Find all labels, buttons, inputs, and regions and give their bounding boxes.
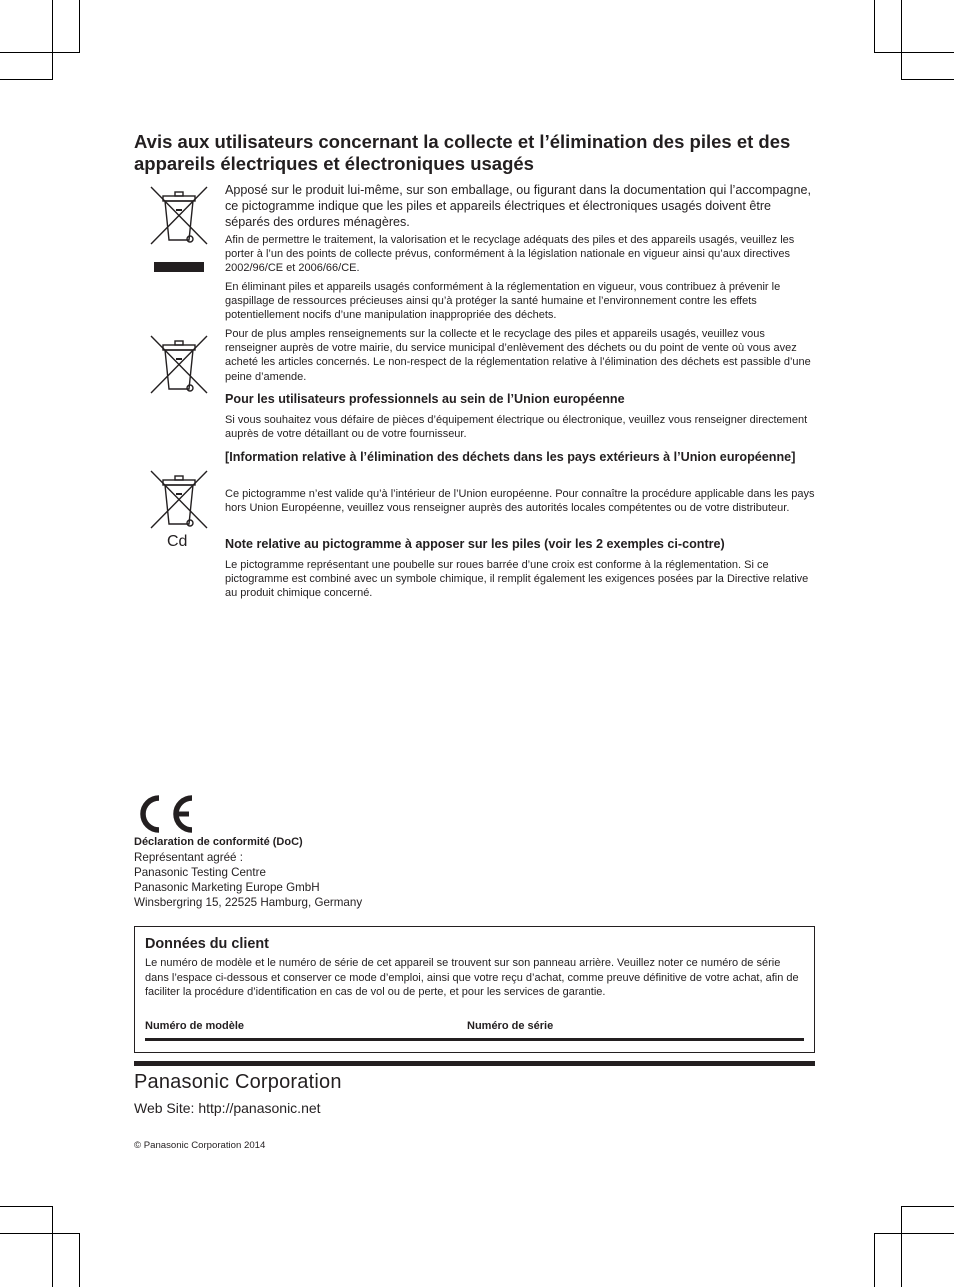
crop-mark bbox=[52, 1206, 53, 1287]
client-title: Données du client bbox=[145, 936, 269, 952]
conformity-line: Winsbergring 15, 22525 Hamburg, Germany bbox=[134, 896, 363, 909]
crop-mark bbox=[0, 1233, 80, 1234]
section-body: Si vous souhaitez vous défaire de pièces d’équipement électrique ou électronique, veuillez vous renseigner directement auprès de votre détaillant ou de votre fournisseur. bbox=[225, 414, 808, 441]
conformity-heading: Déclaration de conformité (DoC) bbox=[134, 836, 303, 848]
conformity-block bbox=[134, 835, 362, 910]
client-data-box bbox=[134, 926, 815, 1053]
crop-mark bbox=[901, 0, 902, 80]
paragraph: Afin de permettre le traitement, la valorisation et le recyclage adéquats des piles et des appareils usagés, veuillez les porter à l’un des points de collecte prévus, conformément à la législation nationale en vigueur ainsi qu’aux directives 2002/96/CE et 2006/66/CE. bbox=[225, 234, 795, 275]
section-heading: Pour les utilisateurs professionnels au sein de l’Union européenne bbox=[225, 392, 625, 406]
chemical-symbol: Cd bbox=[167, 533, 188, 550]
crossed-wheelie-bin-icon bbox=[148, 184, 210, 246]
crossed-wheelie-bin-icon bbox=[148, 333, 210, 395]
write-in-line bbox=[145, 1038, 804, 1041]
crop-mark bbox=[874, 1234, 875, 1287]
ce-mark-icon bbox=[134, 793, 196, 835]
website: Web Site: http://panasonic.net bbox=[134, 1100, 321, 1116]
crop-mark bbox=[902, 1206, 954, 1207]
crop-mark bbox=[874, 0, 875, 52]
crop-mark bbox=[79, 1234, 80, 1287]
conformity-line: Représentant agréé : bbox=[134, 851, 243, 864]
crop-mark bbox=[0, 52, 80, 53]
section-body: Le pictogramme représentant une poubelle sur roues barrée d’une croix est conforme à la réglementation. Si ce pictogramme est combiné avec un symbole chimique, il remplit également les exigences posées par la Directive relative au produit chimique concerné. bbox=[225, 559, 809, 600]
crop-mark bbox=[52, 0, 53, 80]
intro-paragraph: Apposé sur le produit lui-même, sur son emballage, ou figurant dans la documentation qui l’accompagne, ce pictogramme indique que les piles et appareils électriques et électroniques usagés doivent être séparés des ordures ménagères. bbox=[225, 183, 811, 229]
copyright: © Panasonic Corporation 2014 bbox=[134, 1140, 266, 1151]
crop-mark bbox=[0, 79, 52, 80]
crop-mark bbox=[874, 1233, 954, 1234]
section-heading: [Information relative à l’élimination des déchets dans les pays extérieurs à l’Union européenne] bbox=[225, 450, 796, 464]
company-logo-text: Panasonic Corporation bbox=[134, 1071, 342, 1093]
conformity-line: Panasonic Marketing Europe GmbH bbox=[134, 881, 320, 894]
model-number-label: Numéro de modèle bbox=[145, 1020, 245, 1032]
bin-underline-bar bbox=[154, 262, 204, 272]
crop-mark bbox=[874, 52, 954, 53]
footer-rule bbox=[134, 1061, 815, 1066]
serial-number-label: Numéro de série bbox=[467, 1020, 554, 1032]
crop-mark bbox=[901, 1206, 902, 1287]
conformity-line: Panasonic Testing Centre bbox=[134, 866, 266, 879]
client-body: Le numéro de modèle et le numéro de série de cet appareil se trouvent sur son panneau arrière. Veuillez noter ce numéro de série dans l’espace ci-dessous et conserver ce mode d’emploi, ainsi que votre reçu d’achat, comme preuve définitive de votre achat, afin de faciliter la procédure d’identification en cas de vol ou de perte, et pour les services de garantie. bbox=[145, 957, 799, 998]
page-title: Avis aux utilisateurs concernant la collecte et l’élimination des piles et des appareils électriques et électroniques usagés bbox=[134, 131, 791, 174]
paragraph: En éliminant piles et appareils usagés conformément à la réglementation en vigueur, vous contribuez à prévenir le gaspillage de ressources précieuses ainsi qu’à protéger la santé humaine et l’environnement contre les effets potentiellement nocifs d’une manipulation inappropriée des déchets. bbox=[225, 281, 781, 322]
section-heading: Note relative au pictogramme à apposer sur les piles (voir les 2 exemples ci-contre) bbox=[225, 537, 725, 551]
crossed-wheelie-bin-icon bbox=[148, 468, 210, 530]
paragraph: Pour de plus amples renseignements sur la collecte et le recyclage des piles et appareils usagés, veuillez vous renseigner auprès de votre mairie, du service municipal d’enlèvement des déchets ou du point de vente où vous avez acheté les articles concernés. Le non-respect de la réglementation relative à l’élimination des déchets est passible d’une peine d’amende. bbox=[225, 328, 811, 383]
section-body: Ce pictogramme n’est valide qu’à l’intérieur de l’Union européenne. Pour connaître la procédure applicable dans les pays hors Union Européenne, veuillez vous renseigner auprès des autorités locales compétentes ou de votre distributeur. bbox=[225, 488, 815, 515]
crop-mark bbox=[902, 79, 954, 80]
crop-mark bbox=[79, 0, 80, 52]
crop-mark bbox=[0, 1206, 52, 1207]
